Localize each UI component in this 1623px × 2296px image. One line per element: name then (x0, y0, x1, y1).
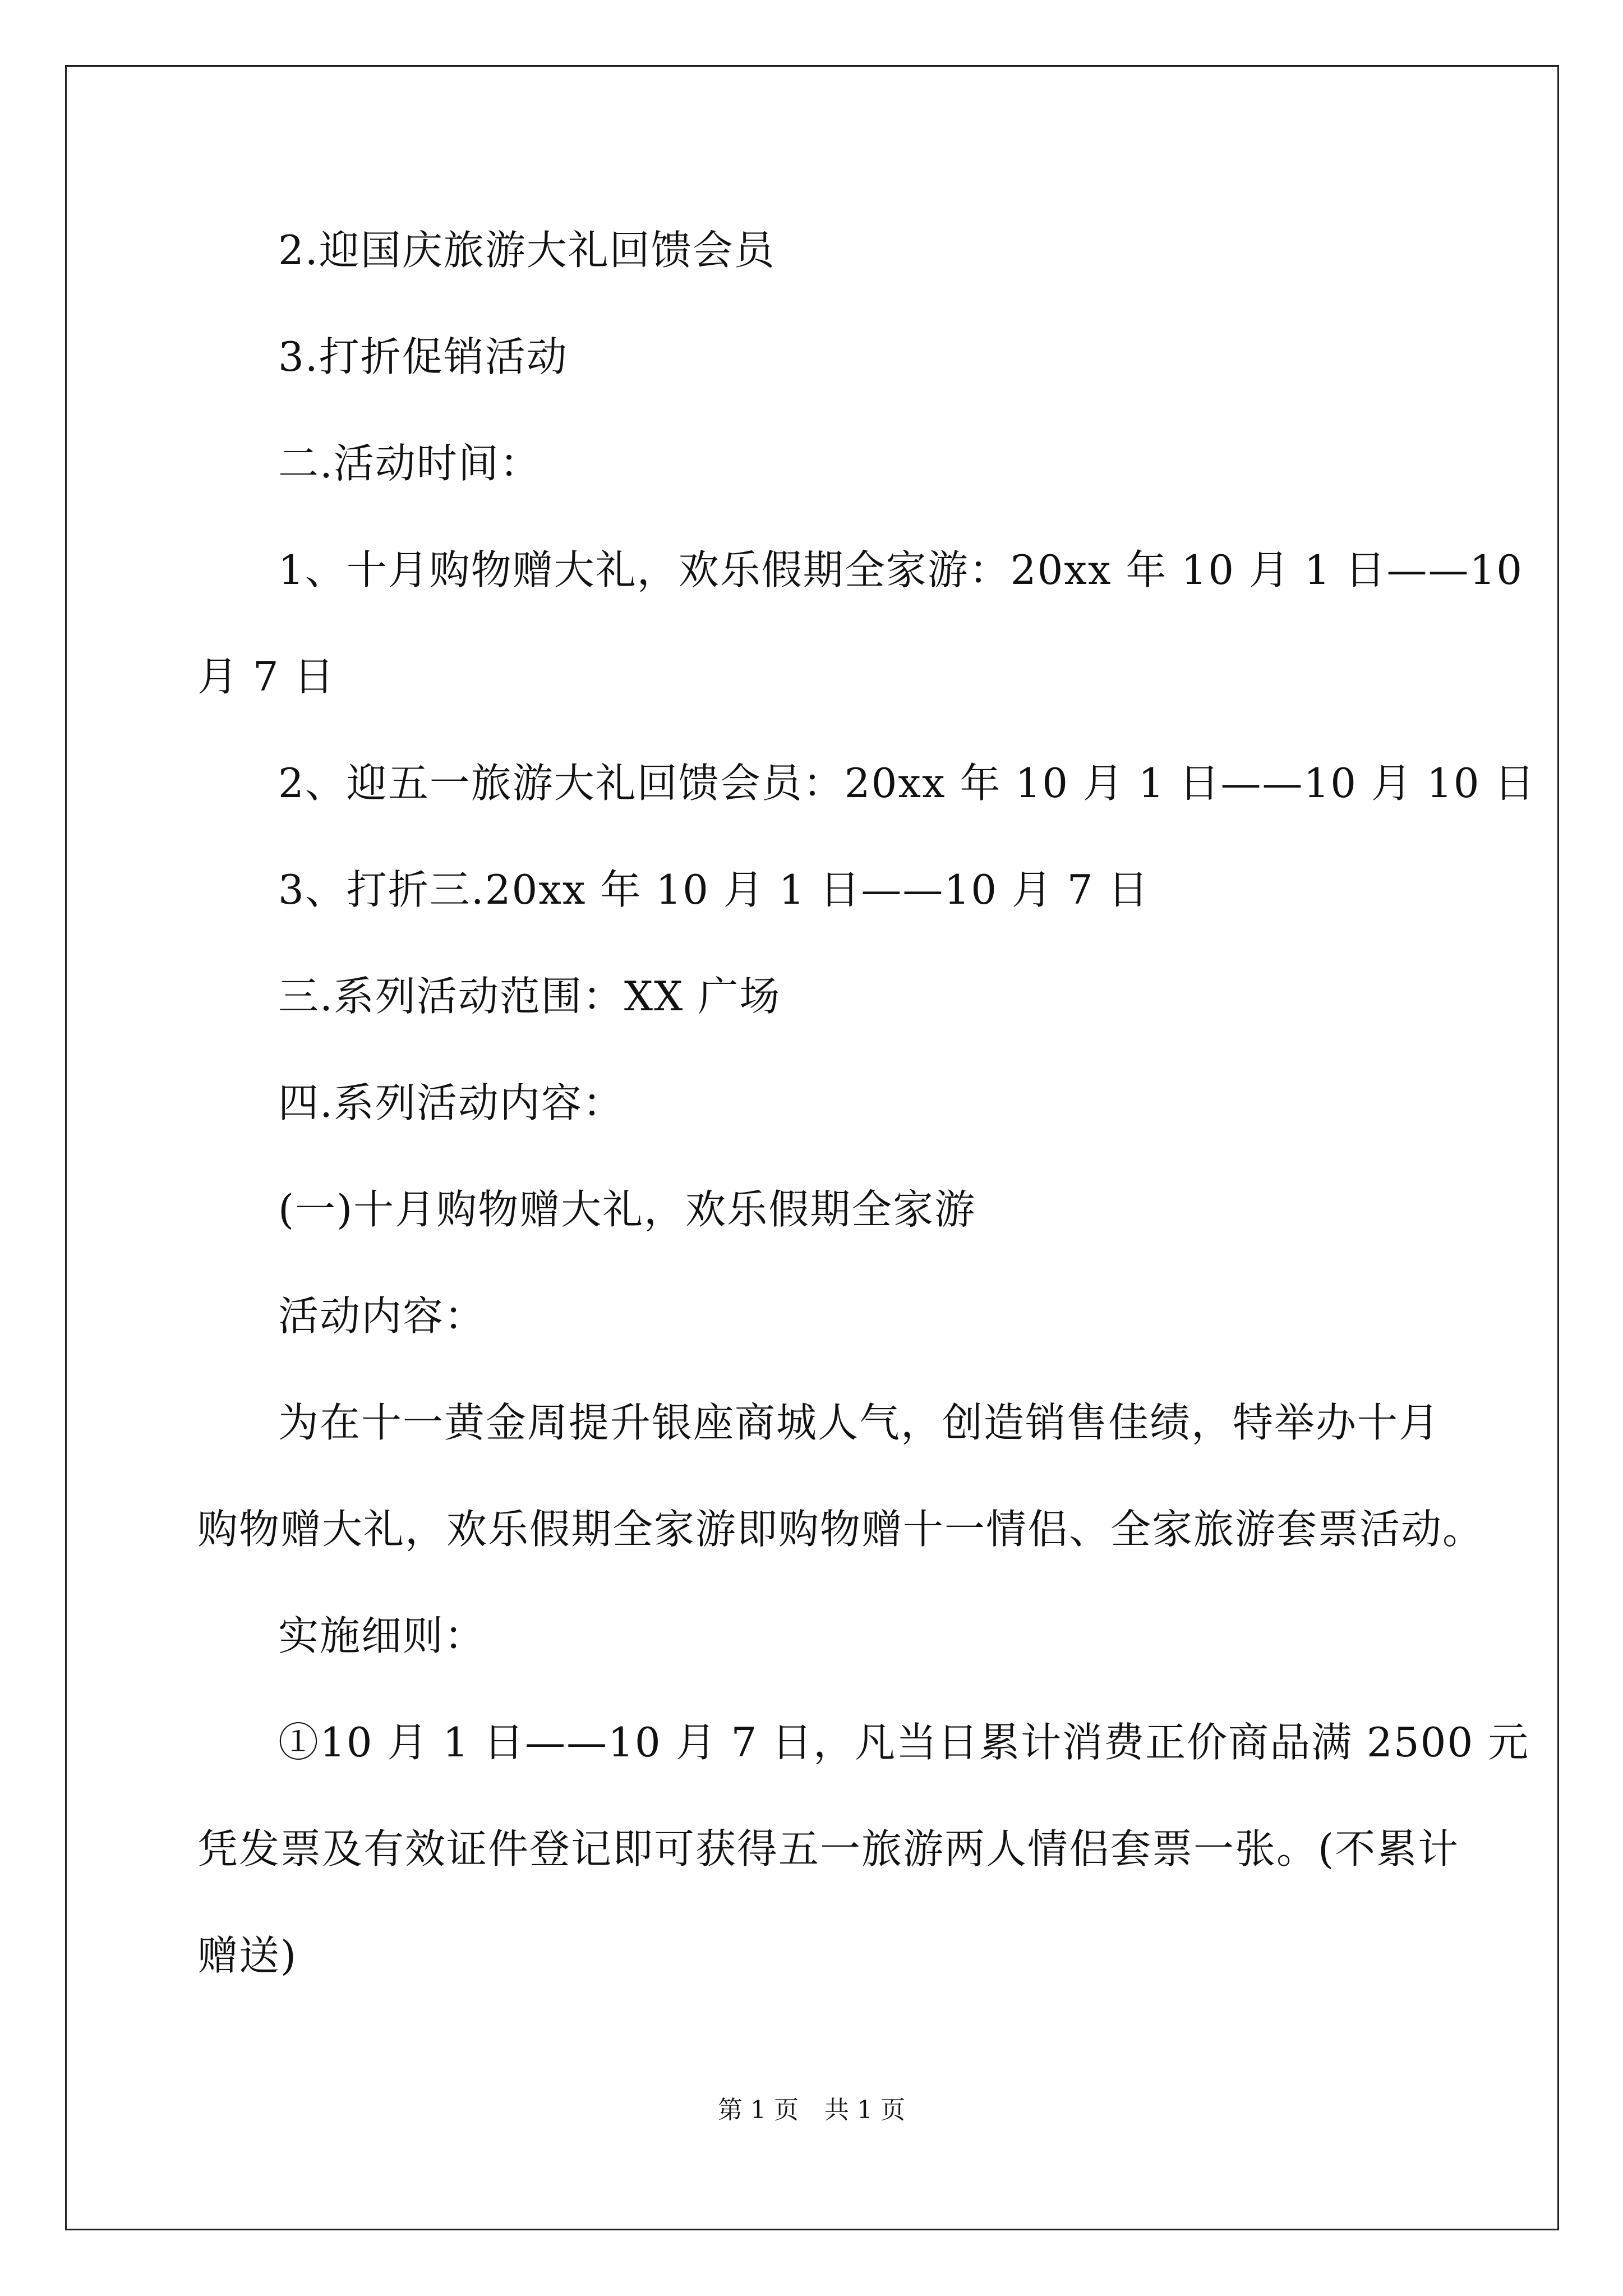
doc-line-6: 2、迎五一旅游大礼回馈会员：20xx 年 10 月 1 日——10 月 10 日 (278, 760, 1536, 807)
doc-line-4: 1、十月购物赠大礼，欢乐假期全家游：20xx 年 10 月 1 日——10 (278, 546, 1524, 593)
page-total: 共 1 页 (824, 2096, 905, 2124)
doc-line-5: 月 7 日 (197, 653, 335, 700)
doc-line-12: 为在十一黄金周提升银座商城人气，创造销售佳绩，特举办十月 (278, 1399, 1441, 1446)
doc-line-7: 3、打折三.20xx 年 10 月 1 日——10 月 7 日 (278, 866, 1150, 913)
doc-line-14: 实施细则： (278, 1612, 486, 1659)
doc-line-11: 活动内容： (278, 1292, 486, 1340)
doc-line-13: 购物赠大礼，欢乐假期全家游即购物赠十一情侣、全家旅游套票活动。 (197, 1506, 1484, 1553)
doc-line-17: 赠送) (197, 1932, 298, 1979)
doc-line-1: 2.迎国庆旅游大礼回馈会员 (278, 227, 776, 274)
doc-line-16: 凭发票及有效证件登记即可获得五一旅游两人情侣套票一张。(不累计 (197, 1825, 1460, 1872)
doc-line-2: 3.打折促销活动 (278, 333, 568, 380)
doc-line-9: 四.系列活动内容： (278, 1079, 624, 1126)
page-border (65, 65, 1559, 2230)
page-footer (0, 2093, 1623, 2127)
doc-line-3: 二.活动时间： (278, 440, 541, 487)
doc-line-10: (一)十月购物赠大礼，欢乐假期全家游 (278, 1186, 976, 1233)
doc-line-8: 三.系列活动范围：XX 广场 (278, 973, 781, 1020)
page-number: 第 1 页 (718, 2096, 799, 2124)
doc-line-15: ①10 月 1 日——10 月 7 日，凡当日累计消费正价商品满 2500 元 (278, 1719, 1530, 1766)
